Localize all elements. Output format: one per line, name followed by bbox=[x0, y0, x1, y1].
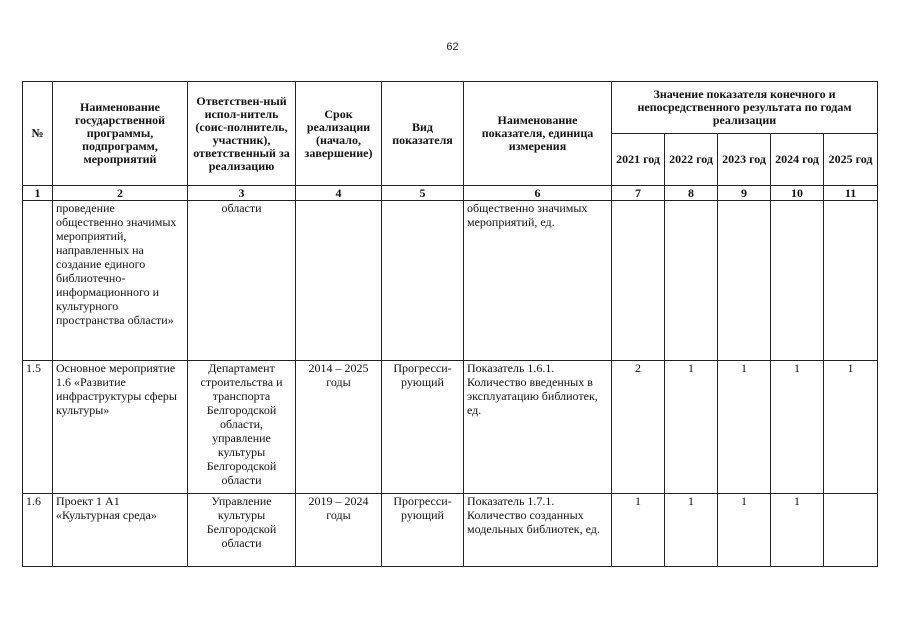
header-program-name: Наименование государственной программы, подпрограмм, мероприятий bbox=[53, 82, 188, 186]
table-row bbox=[23, 361, 878, 494]
header-indicator-type: Вид показателя bbox=[382, 82, 464, 186]
row-period: 2014 – 2025 годы bbox=[296, 361, 382, 494]
row-number bbox=[23, 201, 53, 361]
row-value: 1 bbox=[612, 494, 665, 567]
header-executor: Ответствен-ный испол-нитель (соис-полнитель, участник), ответственный за реализацию bbox=[188, 82, 296, 186]
header-year: 2021 год bbox=[612, 134, 665, 186]
header-number: № bbox=[23, 82, 53, 186]
row-value: 1 bbox=[824, 361, 878, 494]
column-number: 8 bbox=[665, 186, 718, 201]
row-value bbox=[612, 201, 665, 361]
header-values-group: Значение показателя конечного и непосредственного результата по годам реализации bbox=[612, 82, 878, 134]
page-number: 62 bbox=[446, 41, 459, 53]
row-program-name: Основное мероприятие 1.6 «Развитие инфраструктуры сферы культуры» bbox=[53, 361, 188, 494]
row-indicator-name: Показатель 1.7.1. Количество созданных модельных библиотек, ед. bbox=[464, 494, 612, 567]
row-executor: Управление культуры Белгородской области bbox=[188, 494, 296, 567]
table-row bbox=[23, 494, 878, 567]
row-value bbox=[824, 494, 878, 567]
row-number: 1.5 bbox=[23, 361, 53, 494]
row-program-name: проведение общественно значимых мероприятий, направленных на создание единого библиотечно-информационного и культурного пространства области» bbox=[53, 201, 188, 361]
row-indicator-name: общественно значимых мероприятий, ед. bbox=[464, 201, 612, 361]
row-period bbox=[296, 201, 382, 361]
row-value bbox=[665, 201, 718, 361]
row-indicator-type bbox=[382, 201, 464, 361]
header-year: 2024 год bbox=[771, 134, 824, 186]
row-program-name: Проект 1 А1 «Культурная среда» bbox=[53, 494, 188, 567]
header-year: 2023 год bbox=[718, 134, 771, 186]
header-indicator-name: Наименование показателя, единица измерения bbox=[464, 82, 612, 186]
header-period: Срок реализации (начало, завершение) bbox=[296, 82, 382, 186]
row-number: 1.6 bbox=[23, 494, 53, 567]
column-number: 7 bbox=[612, 186, 665, 201]
column-number: 10 bbox=[771, 186, 824, 201]
column-number: 6 bbox=[464, 186, 612, 201]
table-row bbox=[23, 201, 878, 361]
column-number: 2 bbox=[53, 186, 188, 201]
row-period: 2019 – 2024 годы bbox=[296, 494, 382, 567]
row-indicator-type: Прогресси-рующий bbox=[382, 361, 464, 494]
header-row bbox=[23, 82, 878, 134]
row-value: 1 bbox=[771, 361, 824, 494]
row-value: 2 bbox=[612, 361, 665, 494]
header-year: 2022 год bbox=[665, 134, 718, 186]
column-number: 11 bbox=[824, 186, 878, 201]
row-value bbox=[718, 201, 771, 361]
column-number: 4 bbox=[296, 186, 382, 201]
column-number: 9 bbox=[718, 186, 771, 201]
row-value: 1 bbox=[665, 361, 718, 494]
row-value: 1 bbox=[718, 361, 771, 494]
column-number-row bbox=[23, 186, 878, 201]
row-value: 1 bbox=[718, 494, 771, 567]
row-value bbox=[771, 201, 824, 361]
row-value: 1 bbox=[665, 494, 718, 567]
row-executor: Департамент строительства и транспорта Белгородской области, управление культуры Белгородской области bbox=[188, 361, 296, 494]
column-number: 3 bbox=[188, 186, 296, 201]
column-number: 5 bbox=[382, 186, 464, 201]
row-indicator-name: Показатель 1.6.1. Количество введенных в эксплуатацию библиотек, ед. bbox=[464, 361, 612, 494]
indicators-table bbox=[22, 81, 878, 567]
column-number: 1 bbox=[23, 186, 53, 201]
row-value bbox=[824, 201, 878, 361]
row-executor: области bbox=[188, 201, 296, 361]
row-value: 1 bbox=[771, 494, 824, 567]
row-indicator-type: Прогресси-рующий bbox=[382, 494, 464, 567]
header-year: 2025 год bbox=[824, 134, 878, 186]
